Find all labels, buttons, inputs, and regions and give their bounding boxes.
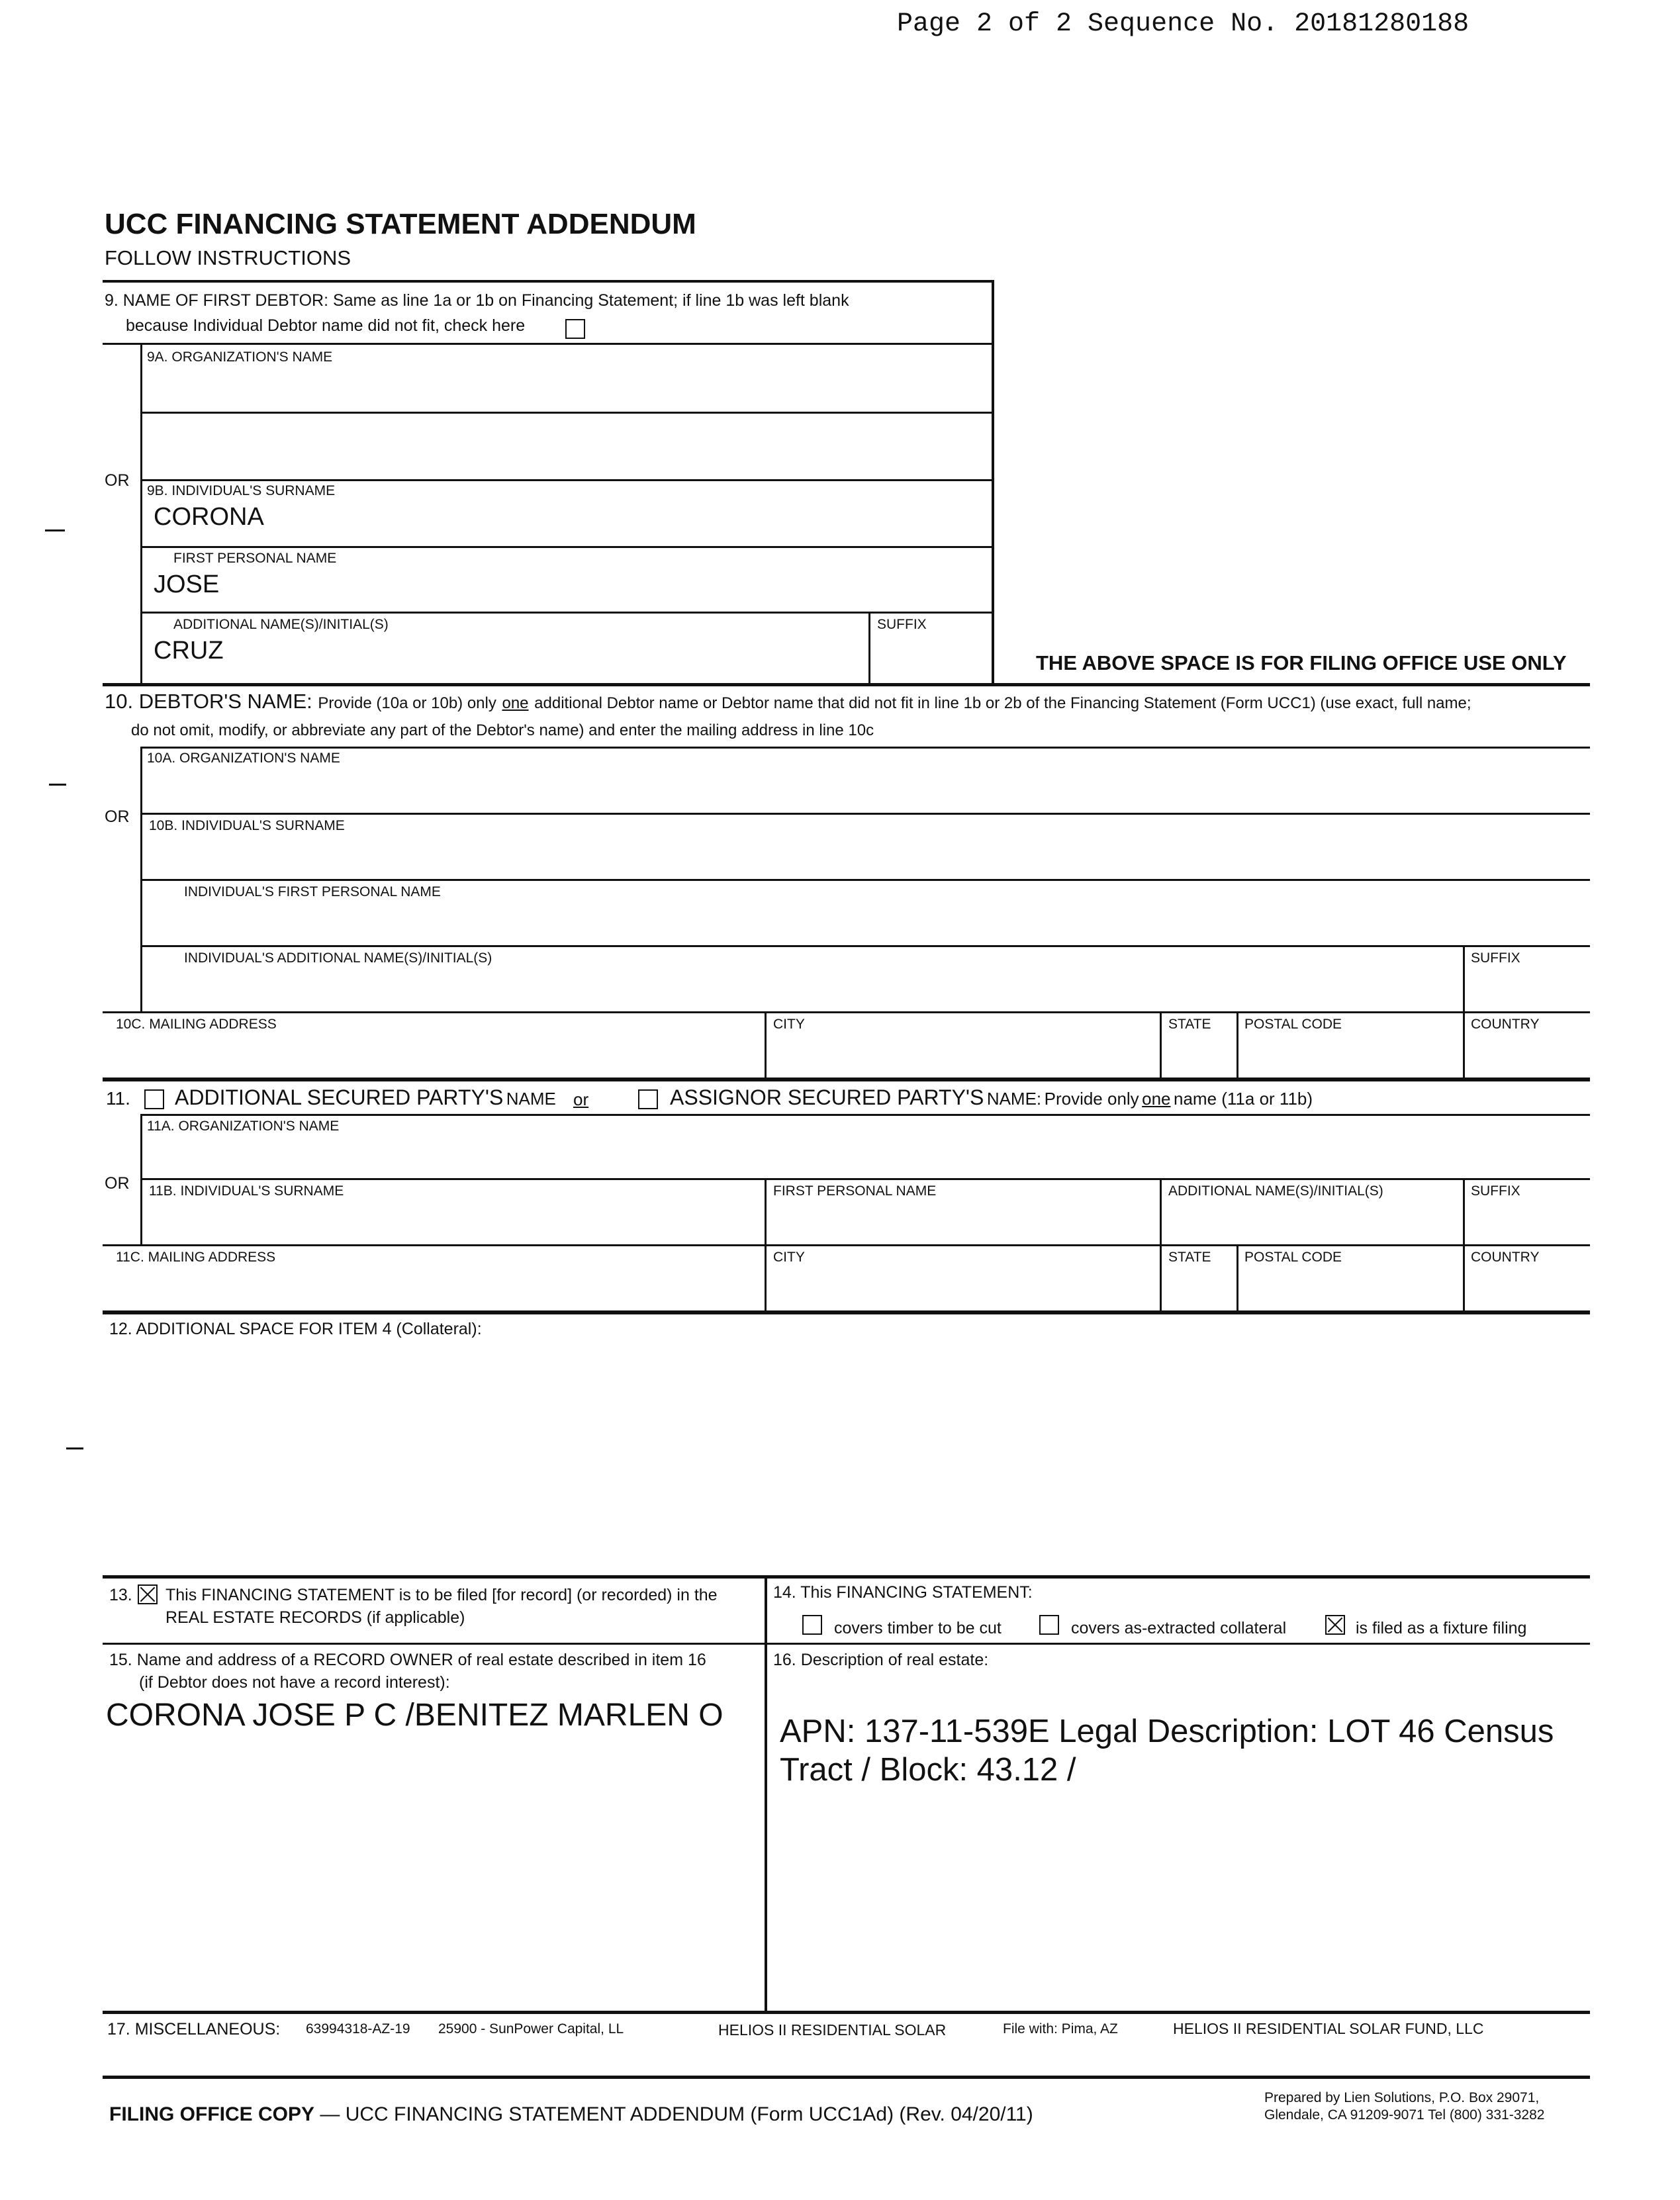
s17-item2: 25900 - SunPower Capital, LL xyxy=(438,2021,624,2037)
s17-item5: HELIOS II RESIDENTIAL SOLAR FUND, LLC xyxy=(1173,2020,1484,2037)
s14-label: 14. This FINANCING STATEMENT: xyxy=(773,1583,1033,1602)
s10-first-label: INDIVIDUAL'S FIRST PERSONAL NAME xyxy=(184,884,441,899)
s11-or: or xyxy=(573,1089,589,1109)
s11-state-label: STATE xyxy=(1168,1250,1211,1265)
footer-copy-label: FILING OFFICE COPY xyxy=(109,2103,315,2125)
s11-assignor-checkbox[interactable] xyxy=(638,1089,658,1109)
s17-label: 17. MISCELLANEOUS: xyxy=(107,2020,281,2039)
s11-addl-label: ADDITIONAL NAME(S)/INITIAL(S) xyxy=(1168,1183,1383,1199)
s13-checkbox[interactable] xyxy=(138,1584,158,1604)
footer-form-text: UCC FINANCING STATEMENT ADDENDUM (Form UCC1Ad) (Rev. 04/20/11) xyxy=(345,2103,1033,2125)
s11-postal-label: POSTAL CODE xyxy=(1244,1250,1342,1265)
s17-item4: File with: Pima, AZ xyxy=(1003,2021,1118,2037)
s10-city-label: CITY xyxy=(773,1017,805,1032)
s10-or: OR xyxy=(105,807,130,826)
s10a-label: 10A. ORGANIZATION'S NAME xyxy=(147,751,340,766)
s10-heading-line: 10. DEBTOR'S NAME: Provide (10a or 10b) only one additional Debtor name or Debtor name that did not fit in line 1b or 2b of the Financing Statement (Form UCC1) (use exact, full name; xyxy=(105,690,1471,713)
s11-country-label: COUNTRY xyxy=(1471,1250,1540,1265)
s10-addl-label: INDIVIDUAL'S ADDITIONAL NAME(S)/INITIAL(S) xyxy=(184,950,492,966)
s11-option1: ADDITIONAL SECURED PARTY'S NAME xyxy=(175,1085,556,1109)
s11a-label: 11A. ORGANIZATION'S NAME xyxy=(147,1119,340,1134)
s12-label: 12. ADDITIONAL SPACE FOR ITEM 4 (Collateral): xyxy=(109,1320,482,1338)
s11b-label: 11B. INDIVIDUAL'S SURNAME xyxy=(149,1183,344,1199)
footer-form-line: FILING OFFICE COPY — UCC FINANCING STATEMENT ADDENDUM (Form UCC1Ad) (Rev. 04/20/11) xyxy=(109,2103,1033,2125)
s11-additional-checkbox[interactable] xyxy=(144,1089,164,1109)
s16-line2: Tract / Block: 43.12 / xyxy=(780,1752,1076,1788)
s9-or: OR xyxy=(105,471,130,490)
s9-suffix-label: SUFFIX xyxy=(877,617,927,632)
s10-postal-label: POSTAL CODE xyxy=(1244,1017,1342,1032)
margin-mark xyxy=(45,529,65,531)
s13-text2: REAL ESTATE RECORDS (if applicable) xyxy=(165,1608,465,1627)
s9-addl-name: CRUZ xyxy=(154,637,224,665)
s9-checkbox[interactable] xyxy=(565,319,585,339)
s11-first-label: FIRST PERSONAL NAME xyxy=(773,1183,937,1199)
s16-line1: APN: 137-11-539E Legal Description: LOT 46 Census xyxy=(780,1714,1554,1749)
s9-first-label: FIRST PERSONAL NAME xyxy=(173,551,337,566)
s10-country-label: COUNTRY xyxy=(1471,1017,1540,1032)
s14-fixture: is filed as a fixture filing xyxy=(1356,1619,1527,1637)
s9-first-name: JOSE xyxy=(154,571,220,598)
s13-num: 13. xyxy=(109,1586,132,1604)
s11-city-label: CITY xyxy=(773,1250,805,1265)
s15-record-owner: CORONA JOSE P C /BENITEZ MARLEN O xyxy=(106,1698,723,1733)
s10-state-label: STATE xyxy=(1168,1017,1211,1032)
s9-line1: 9. NAME OF FIRST DEBTOR: Same as line 1a or 1b on Financing Statement; if line 1b was left blank xyxy=(105,291,849,310)
s11-or-label: OR xyxy=(105,1174,130,1193)
s10-line2: do not omit, modify, or abbreviate any part of the Debtor's name) and enter the mailing address in line 10c xyxy=(131,721,874,739)
s10b-label: 10B. INDIVIDUAL'S SURNAME xyxy=(149,818,345,833)
s15-label2: (if Debtor does not have a record interest): xyxy=(139,1673,450,1692)
page-sequence-header: Page 2 of 2 Sequence No. 20181280188 xyxy=(897,9,1470,39)
s11-suffix-label: SUFFIX xyxy=(1471,1183,1520,1199)
s16-label: 16. Description of real estate: xyxy=(773,1651,989,1669)
margin-mark xyxy=(66,1447,83,1449)
footer-prepared2: Glendale, CA 91209-9071 Tel (800) 331-3282 xyxy=(1264,2107,1545,2123)
s9b-surname: CORONA xyxy=(154,503,264,531)
s15-label1: 15. Name and address of a RECORD OWNER of real estate described in item 16 xyxy=(109,1651,706,1669)
filing-office-note: THE ABOVE SPACE IS FOR FILING OFFICE USE ONLY xyxy=(1036,651,1567,674)
s11c-label: 11C. MAILING ADDRESS xyxy=(116,1250,276,1265)
s17-item1: 63994318-AZ-19 xyxy=(306,2021,410,2037)
s11-option2: ASSIGNOR SECURED PARTY'S NAME: Provide only one name (11a or 11b) xyxy=(670,1085,1313,1109)
s9-line2: because Individual Debtor name did not fit, check here xyxy=(126,316,526,335)
s14-timber-checkbox[interactable] xyxy=(802,1615,822,1635)
s10-heading: DEBTOR'S NAME: xyxy=(138,690,312,713)
s13-text1: This FINANCING STATEMENT is to be filed [for record] (or recorded) in the xyxy=(165,1586,718,1604)
footer-prepared1: Prepared by Lien Solutions, P.O. Box 29071, xyxy=(1264,2090,1540,2105)
s14-timber: covers timber to be cut xyxy=(834,1619,1002,1637)
s9a-label: 9A. ORGANIZATION'S NAME xyxy=(147,349,333,365)
form-subtitle: FOLLOW INSTRUCTIONS xyxy=(105,246,351,269)
s9-addl-label: ADDITIONAL NAME(S)/INITIAL(S) xyxy=(173,617,389,632)
s14-fixture-checkbox[interactable] xyxy=(1325,1615,1345,1635)
margin-mark xyxy=(49,784,66,786)
s10c-label: 10C. MAILING ADDRESS xyxy=(116,1017,277,1032)
s10-suffix-label: SUFFIX xyxy=(1471,950,1520,966)
s14-extracted: covers as-extracted collateral xyxy=(1071,1619,1287,1637)
s11-num: 11. xyxy=(106,1088,130,1109)
s9b-label: 9B. INDIVIDUAL'S SURNAME xyxy=(147,483,336,498)
s14-extracted-checkbox[interactable] xyxy=(1039,1615,1059,1635)
form-title: UCC FINANCING STATEMENT ADDENDUM xyxy=(105,208,696,240)
s17-item3: HELIOS II RESIDENTIAL SOLAR xyxy=(718,2021,947,2039)
